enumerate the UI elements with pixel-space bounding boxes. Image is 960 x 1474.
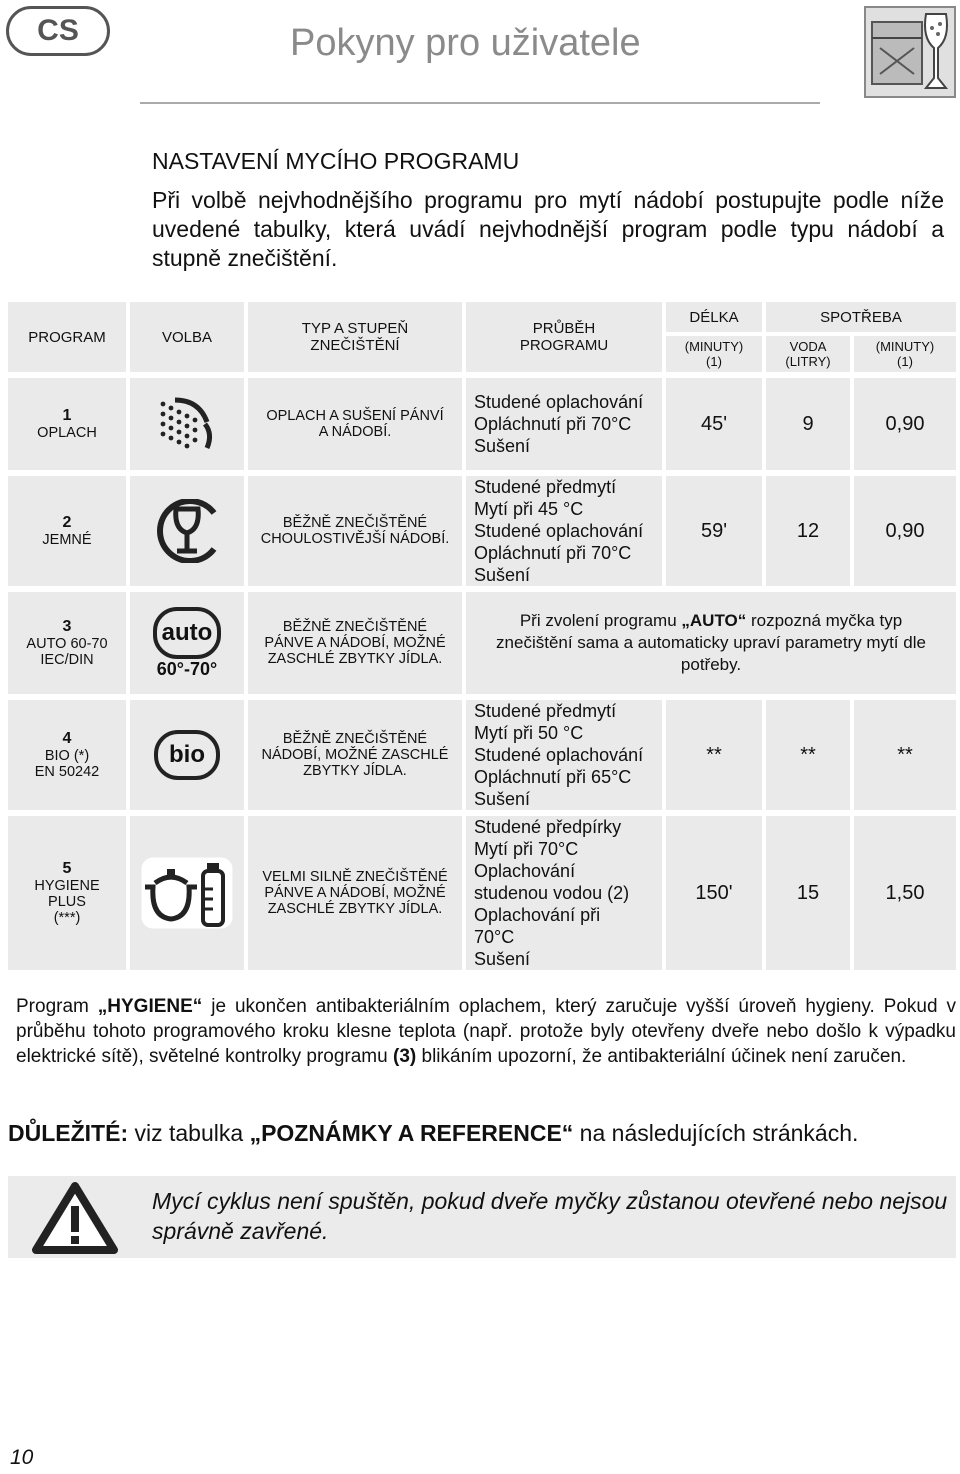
auto-icon-frame [153,607,221,659]
program-cell [8,592,126,694]
duration-value: 45' [666,378,762,470]
auto-note [466,592,956,694]
program-name: BIO (*) [44,748,90,764]
important-ref: „POZNÁMKY A REFERENCE“ [249,1120,574,1146]
step: Sušení [474,949,531,969]
important-post: na následujících stránkách. [573,1120,859,1146]
energy-value: 0,90 [854,476,956,586]
header-spotreba: SPOTŘEBA [766,302,956,332]
section-title: NASTAVENÍ MYCÍHO PROGRAMU [152,148,520,174]
step: Mytí při 50 °C [474,723,584,743]
auto-icon [130,592,244,694]
auto-note-text [480,610,942,676]
energy-value: 1,50 [854,816,956,970]
dishwasher-glass-icon [864,6,956,98]
type-cell: VELMI SILNĚ ZNEČIŠTĚNÉ PÁNVE A NÁDOBÍ, MOŽNÉ ZASCHLÉ ZBYTKY JÍDLA. [248,816,462,970]
program-cell [8,378,126,470]
steps-cell [466,816,662,970]
program-name: AUTO 60-70 [26,636,108,652]
hygiene-ref: (3) [393,1046,417,1067]
page-number: 10 [10,1446,34,1469]
step: studenou vodou (2) [474,883,630,903]
program-name: HYGIENE [34,878,100,894]
step: Sušení [474,789,531,809]
steps-cell [466,700,662,810]
header-typ: TYP A STUPEŇ ZNEČIŠTĚNÍ [248,302,462,372]
program-number: 4 [62,730,72,747]
language-badge: CS [6,6,110,56]
warning-icon [30,1180,120,1256]
duration-value: ** [666,700,762,810]
step: Studené předmytí [474,701,617,721]
type-cell: BĚŽNĚ ZNEČIŠTĚNÉ PÁNVE A NÁDOBÍ, MOŽNÉ ZASCHLÉ ZBYTKY JÍDLA. [248,592,462,694]
step: 70°C [474,927,515,947]
program-cell [8,816,126,970]
header-divider [140,102,820,104]
program-name-2: PLUS [48,894,86,910]
auto-note-pre: Při zvolení programu [519,611,682,630]
header-minuty-2: (MINUTY) (1) [854,336,956,372]
step: Mytí při 45 °C [474,499,584,519]
auto-note-post: rozpozná myčka typ znečištění sama a automaticky upraví parametry mytí dle potřeby. [496,611,926,674]
auto-icon-temp: 60°-70° [156,658,218,679]
step: Mytí při 70°C [474,839,579,859]
water-value: 12 [766,476,850,586]
hygiene-text-2: je ukončen antibakteriálním oplachem, který zaručuje vyšší úroveň hygieny. Pokud v průběhu tohoto programového kroku klesne teplota (např. protože byly otevřeny dveře nebo došlo k výpadku elektrické sítě), světelné kontrolky programu [16,996,956,1067]
duration-value: 59' [666,476,762,586]
header-volba: VOLBA [130,302,244,372]
step: Opláchnutí při 70°C [474,543,632,563]
program-cell [8,476,126,586]
water-value: 9 [766,378,850,470]
bio-icon [130,700,244,810]
program-number: 2 [62,514,72,531]
step: Studené předmytí [474,477,617,497]
program-name: OPLACH [37,425,97,441]
warning-text: Mycí cyklus není spuštěn, pokud dveře myčky zůstanou otevřené nebo nejsou správně zavřené. [152,1188,948,1244]
program-number: 5 [62,860,72,877]
step: Studené oplachování [474,392,644,412]
auto-icon-label: auto [161,618,213,646]
step: Oplachování [474,861,576,881]
type-cell: BĚŽNĚ ZNEČIŠTĚNÉ CHOULOSTIVĚJŠÍ NÁDOBÍ. [248,476,462,586]
intro-paragraph: Při volbě nejvhodnějšího programu pro mytí nádobí postupujte podle níže uvedené tabulky, která uvádí nejvhodnější program podle typu nádobí a stupně znečištění. [152,187,944,271]
bio-icon-label: bio [169,741,205,768]
step: Opláchnutí při 65°C [474,767,632,787]
steps-cell [466,378,662,470]
energy-value: ** [854,700,956,810]
shower-icon [130,378,244,470]
header-program: PROGRAM [8,302,126,372]
step: Studené oplachování [474,521,644,541]
program-name-norm: EN 50242 [34,764,100,780]
hygiene-text-3: blikáním upozorní, že antibakteriální účinek není zaručen. [416,1046,907,1067]
steps-cell [466,476,662,586]
duration-value: 150' [666,816,762,970]
page-title: Pokyny pro uživatele [290,22,641,64]
hygiene-program-name: „HYGIENE“ [97,996,203,1017]
header-delka: DÉLKA [666,302,762,332]
header-prubeh: PRŮBĚH PROGRAMU [466,302,662,372]
energy-value: 0,90 [854,378,956,470]
auto-note-bold: „AUTO“ [681,611,747,630]
step: Sušení [474,565,531,585]
program-number: 3 [62,618,72,635]
program-name: JEMNÉ [42,532,92,548]
bio-icon-frame [154,730,220,780]
water-value: ** [766,700,850,810]
step: Oplachování při [474,905,601,925]
program-cell [8,700,126,810]
step: Sušení [474,436,531,456]
step: Studené oplachování [474,745,644,765]
water-value: 15 [766,816,850,970]
program-name-note: (***) [53,910,81,926]
type-cell: BĚŽNĚ ZNEČIŠTĚNÉ NÁDOBÍ, MOŽNÉ ZASCHLÉ ZBYTKY JÍDLA. [248,700,462,810]
pot-bottle-icon [130,816,244,970]
program-name-norm: IEC/DIN [40,652,94,668]
step: Opláchnutí při 70°C [474,414,632,434]
header-voda: VODA (LITRY) [766,336,850,372]
important-note [8,1120,858,1147]
important-label: DŮLEŽITÉ: [8,1120,129,1146]
type-cell: OPLACH A SUŠENÍ PÁNVÍ A NÁDOBÍ. [248,378,462,470]
hygiene-text-1: Program [16,996,98,1017]
important-pre: viz tabulka [128,1120,250,1146]
header-minuty: (MINUTY) (1) [666,336,762,372]
program-number: 1 [62,407,72,424]
step: Studené předpírky [474,817,622,837]
glass-icon [130,476,244,586]
hygiene-note [16,994,956,1069]
